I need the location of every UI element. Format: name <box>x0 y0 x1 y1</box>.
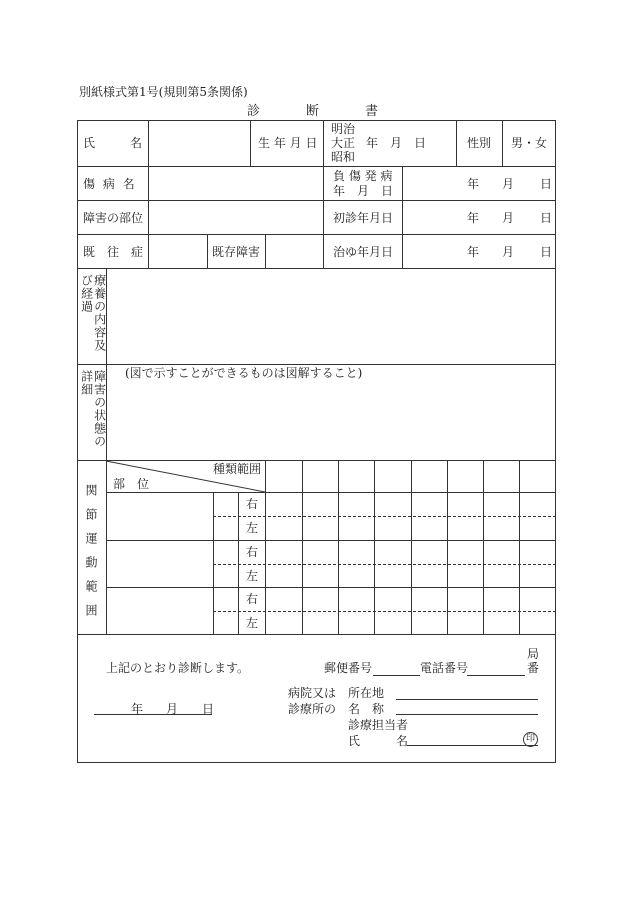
detail-label-col2: 詳細 <box>79 370 94 396</box>
sex-label: 性別 <box>467 136 492 150</box>
phone-label: 電話番号 <box>420 661 469 675</box>
title-char-2: 断 <box>306 104 320 119</box>
treatment-label-col1: 療養の内容及 <box>92 274 107 352</box>
history-label: 既 往 症 <box>83 245 144 259</box>
doctor-name-label-a: 氏 <box>348 734 361 748</box>
era-taisho: 大正 <box>331 136 356 150</box>
firstvisit-year: 年 <box>467 211 480 225</box>
number-label: 番 <box>527 661 540 675</box>
onset-year: 年 <box>467 177 480 191</box>
onset-label-1: 負 傷 発 病 <box>333 169 393 183</box>
cure-day: 日 <box>540 245 553 259</box>
dob-month: 月 <box>390 136 403 150</box>
address-label: 所在地 <box>348 686 385 700</box>
firstvisit-month: 月 <box>502 211 515 225</box>
joint-left-3: 左 <box>246 616 259 630</box>
joint-header-type-range: 種類範囲 <box>213 462 262 476</box>
joint-range-label: 関節運動範囲 <box>84 484 98 628</box>
cure-month: 月 <box>502 245 515 259</box>
joint-right-2: 右 <box>246 545 259 559</box>
onset-month: 月 <box>502 177 515 191</box>
onset-label-2: 年 月 日 <box>333 184 394 198</box>
era-meiji: 明治 <box>331 122 356 136</box>
detail-note: (図で示すことができるものは図解すること) <box>125 366 363 380</box>
title-char-3: 書 <box>365 104 379 119</box>
treatment-label-col2: び経過 <box>79 274 94 313</box>
diagnosis-statement: 上記のとおり診断します。 <box>106 661 250 675</box>
dob-label: 生 年 月 日 <box>258 136 318 150</box>
footer-date-year: 年 <box>131 702 144 716</box>
postal-code-label: 郵便番号 <box>324 661 373 675</box>
detail-label-col1: 障害の状態の <box>92 370 107 448</box>
title-char-1: 診 <box>247 104 261 119</box>
footer-date-month: 月 <box>166 702 179 716</box>
dob-day: 日 <box>414 136 427 150</box>
firstvisit-day: 日 <box>540 211 553 225</box>
hospital-label-2: 診療所の <box>288 702 337 716</box>
existing-disability-label: 既存障害 <box>212 245 261 259</box>
joint-left-2: 左 <box>246 569 259 583</box>
doctor-label: 診療担当者 <box>348 718 409 732</box>
name-label-b: 名 <box>130 136 143 150</box>
name-label-a: 氏 <box>83 136 96 150</box>
exchange-label: 局 <box>527 647 540 661</box>
sex-value: 男・女 <box>511 136 548 150</box>
dob-year: 年 <box>366 136 379 150</box>
joint-header-site: 部 位 <box>113 477 150 491</box>
facility-name-label: 名 称 <box>348 702 385 716</box>
cure-year: 年 <box>467 245 480 259</box>
era-showa: 昭和 <box>331 150 356 164</box>
joint-right-3: 右 <box>246 592 259 606</box>
form-reference: 別紙様式第1号(規則第5条関係) <box>79 85 248 99</box>
cure-date-label: 治ゆ年月日 <box>333 245 394 259</box>
joint-left-1: 左 <box>246 521 259 535</box>
hospital-label-1: 病院又は <box>288 686 337 700</box>
site-label: 障害の部位 <box>83 211 144 225</box>
joint-right-1: 右 <box>246 497 259 511</box>
onset-day: 日 <box>540 177 553 191</box>
seal-mark: 印 <box>523 732 538 747</box>
injury-label: 傷 病 名 <box>83 177 137 191</box>
firstvisit-label: 初診年月日 <box>333 211 394 225</box>
footer-date-day: 日 <box>202 702 215 716</box>
doctor-name-label-b: 名 <box>396 734 409 748</box>
